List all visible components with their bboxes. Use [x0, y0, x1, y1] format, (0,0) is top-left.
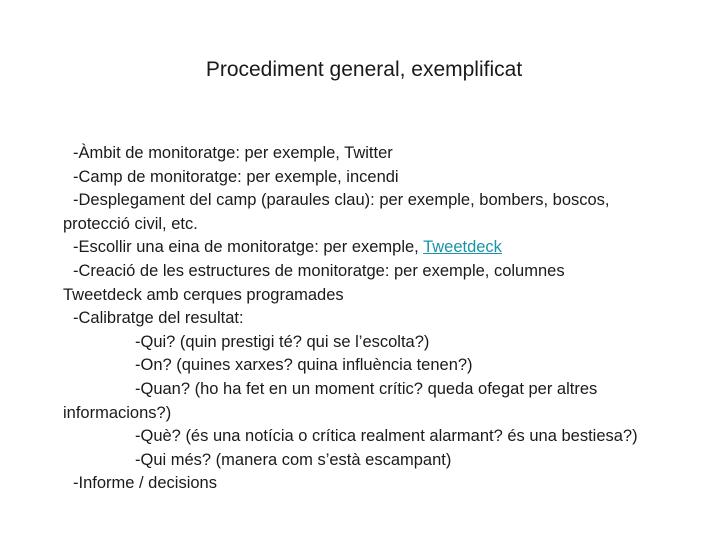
sub-bullet-quan-continued: informacions?)	[63, 403, 172, 422]
tweetdeck-link[interactable]: Tweetdeck	[423, 238, 502, 257]
bullet-creacio: -Creació de les estructures de monitoratge: per exemple, columnes	[73, 261, 565, 280]
sub-bullet-on: -On? (quines xarxes? quina influència tenen?)	[135, 356, 473, 375]
bullet-camp: -Camp de monitoratge: per exemple, incendi	[73, 167, 399, 186]
bullet-escollir	[63, 236, 713, 260]
bullet-desplegament: -Desplegament del camp (paraules clau): per exemple, bombers, boscos,	[73, 191, 610, 210]
sub-bullet-que: -Què? (és una notícia o crítica realment alarmant? és una bestiesa?)	[135, 427, 638, 446]
bullet-informe: -Informe / decisions	[73, 474, 217, 493]
slide-title: Procediment general, exemplificat	[205, 58, 523, 81]
bullet-desplegament-continued: protecció civil, etc.	[63, 214, 198, 233]
sub-bullet-qui: -Qui? (quin prestigi té? qui se l’escolta?)	[135, 332, 430, 351]
slide-content	[63, 142, 713, 496]
bullet-escollir-text: -Escollir una eina de monitoratge: per exemple,	[73, 238, 424, 257]
bullet-creacio-continued: Tweetdeck amb cerques programades	[63, 285, 344, 304]
sub-bullet-qui-mes: -Qui més? (manera com s’està escampant)	[135, 450, 452, 469]
bullet-ambit: -Àmbit de monitoratge: per exemple, Twitter	[73, 144, 393, 162]
bullet-calibratge: -Calibratge del resultat:	[73, 309, 244, 328]
sub-bullet-quan: -Quan? (ho ha fet en un moment crític? queda ofegat per altres	[135, 379, 598, 398]
